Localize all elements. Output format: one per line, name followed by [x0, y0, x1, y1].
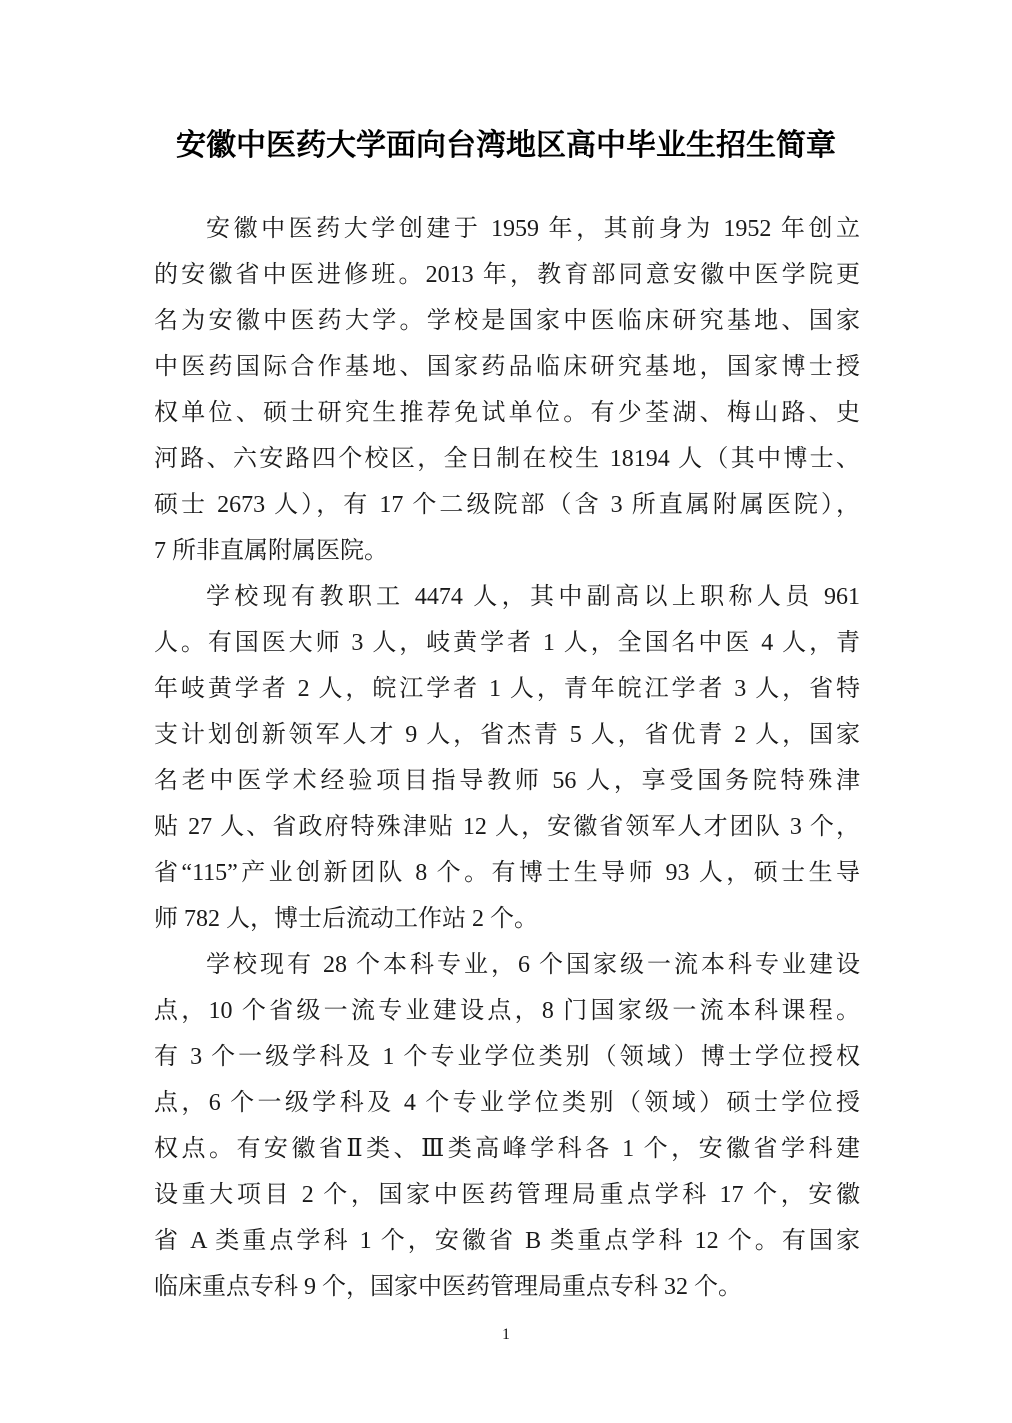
- text-line: 7 所非直属附属医院。: [154, 538, 388, 564]
- text-line: 临床重点专科 9 个，国家中医药管理局重点专科 32 个。: [154, 1274, 742, 1300]
- text-line: 学校现有 28 个本科专业，6 个国家级一流本科专业建设: [206, 952, 860, 978]
- text-line: 河路、六安路四个校区，全日制在校生 18194 人（其中博士、: [154, 446, 860, 472]
- text-line: 师 782 人，博士后流动工作站 2 个。: [154, 906, 538, 932]
- text-line: 学校现有教职工 4474 人，其中副高以上职称人员 961: [206, 584, 860, 610]
- paragraph-history: [154, 206, 860, 574]
- text-line: 支计划创新领军人才 9 人，省杰青 5 人，省优青 2 人，国家: [154, 722, 860, 748]
- document-body: [154, 206, 860, 1310]
- text-line: 贴 27 人、省政府特殊津贴 12 人，安徽省领军人才团队 3 个，: [154, 814, 860, 840]
- paragraph-disciplines: [154, 942, 860, 1310]
- text-line: 人。有国医大师 3 人，岐黄学者 1 人，全国名中医 4 人，青: [154, 630, 860, 656]
- paragraph-faculty: [154, 574, 860, 942]
- text-line: 中医药国际合作基地、国家药品临床研究基地，国家博士授: [154, 354, 860, 380]
- text-line: 设重大项目 2 个，国家中医药管理局重点学科 17 个，安徽: [154, 1182, 860, 1208]
- text-line: 省“115”产业创新团队 8 个。有博士生导师 93 人，硕士生导: [154, 860, 860, 886]
- page-number: 1: [502, 1326, 510, 1343]
- text-line: 年岐黄学者 2 人，皖江学者 1 人，青年皖江学者 3 人，省特: [154, 676, 860, 702]
- text-line: 权点。有安徽省Ⅱ类、Ⅲ类高峰学科各 1 个，安徽省学科建: [154, 1136, 860, 1162]
- text-line: 点，6 个一级学科及 4 个专业学位类别（领域）硕士学位授: [154, 1090, 860, 1116]
- text-line: 权单位、硕士研究生推荐免试单位。有少荃湖、梅山路、史: [154, 400, 860, 426]
- text-line: 安徽中医药大学创建于 1959 年，其前身为 1952 年创立: [206, 216, 860, 242]
- text-line: 硕士 2673 人），有 17 个二级院部（含 3 所直属附属医院），: [154, 492, 860, 518]
- text-line: 的安徽省中医进修班。2013 年，教育部同意安徽中医学院更: [154, 262, 860, 288]
- text-line: 省 A 类重点学科 1 个，安徽省 B 类重点学科 12 个。有国家: [154, 1228, 860, 1254]
- text-line: 点，10 个省级一流专业建设点，8 门国家级一流本科课程。: [154, 998, 860, 1024]
- document-title: 安徽中医药大学面向台湾地区高中毕业生招生简章: [176, 128, 836, 163]
- text-line: 名为安徽中医药大学。学校是国家中医临床研究基地、国家: [154, 308, 860, 334]
- text-line: 名老中医学术经验项目指导教师 56 人，享受国务院特殊津: [154, 768, 860, 794]
- text-line: 有 3 个一级学科及 1 个专业学位类别（领域）博士学位授权: [154, 1044, 860, 1070]
